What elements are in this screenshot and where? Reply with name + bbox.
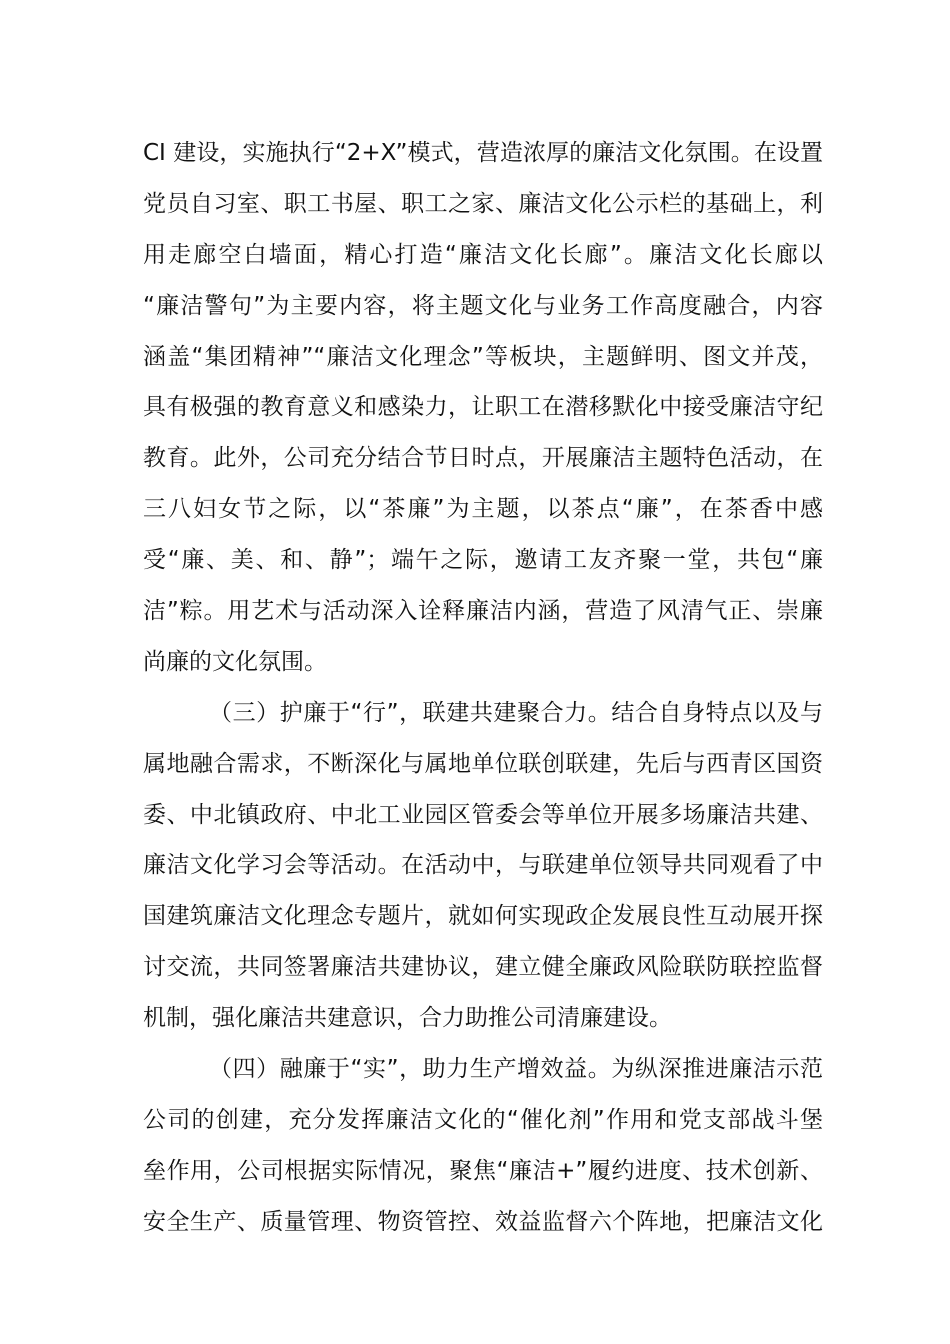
text-line: CI 建设，实施执行“2+X”模式，营造浓厚的廉洁文化氛围。在设置 <box>143 140 823 166</box>
text-line: 教育。此外，公司充分结合节日时点，开展廉洁主题特色活动，在 <box>143 445 823 472</box>
text-line: 委、中北镇政府、中北工业园区管委会等单位开展多场廉洁共建、 <box>143 801 823 828</box>
text-line: 用走廊空白墙面，精心打造“廉洁文化长廊”。廉洁文化长廊以 <box>143 241 823 268</box>
text-line: 国建筑廉洁文化理念专题片，就如何实现政企发展良性互动展开探 <box>143 903 823 930</box>
text-line: 党员自习室、职工书屋、职工之家、廉洁文化公示栏的基础上，利 <box>143 190 823 217</box>
text-line: 安全生产、质量管理、物资管控、效益监督六个阵地，把廉洁文化 <box>143 1208 823 1235</box>
text-line: 涵盖“集团精神”“廉洁文化理念”等板块，主题鲜明、图文并茂， <box>143 343 823 370</box>
text-line: 洁”粽。用艺术与活动深入诠释廉洁内涵，营造了风清气正、崇廉 <box>143 598 823 625</box>
text-line: 廉洁文化学习会等活动。在活动中，与联建单位领导共同观看了中 <box>143 852 823 879</box>
text-line: 垒作用，公司根据实际情况，聚焦“廉洁+”履约进度、技术创新、 <box>143 1157 823 1184</box>
section-heading-line: （四）融廉于“实”，助力生产增效益。为纵深推进廉洁示范 <box>209 1056 823 1083</box>
text-line: 受“廉、美、和、静”；端午之际，邀请工友齐聚一堂，共包“廉 <box>143 547 823 574</box>
body-text <box>143 128 823 1248</box>
text-line: “廉洁警句”为主要内容，将主题文化与业务工作高度融合，内容 <box>143 292 823 319</box>
section-heading-line: （三）护廉于“行”，联建共建聚合力。结合自身特点以及与 <box>209 699 823 726</box>
text-line: 尚廉的文化氛围。 <box>143 648 327 675</box>
paragraph-culture-atmosphere <box>143 128 823 688</box>
text-line: 三八妇女节之际，以“茶廉”为主题，以茶点“廉”，在茶香中感 <box>143 496 823 523</box>
text-line: 讨交流，共同签署廉洁共建协议，建立健全廉政风险联防联控监督 <box>143 954 823 981</box>
text-line: 公司的创建，充分发挥廉洁文化的“催化剂”作用和党支部战斗堡 <box>143 1106 823 1133</box>
text-line: 具有极强的教育意义和感染力，让职工在潜移默化中接受廉洁守纪 <box>143 394 823 421</box>
text-line: 属地融合需求，不断深化与属地单位联创联建，先后与西青区国资 <box>143 750 823 777</box>
paragraph-section-four <box>143 1044 823 1248</box>
text-line: 机制，强化廉洁共建意识，合力助推公司清廉建设。 <box>143 1005 672 1032</box>
paragraph-section-three <box>143 688 823 1044</box>
